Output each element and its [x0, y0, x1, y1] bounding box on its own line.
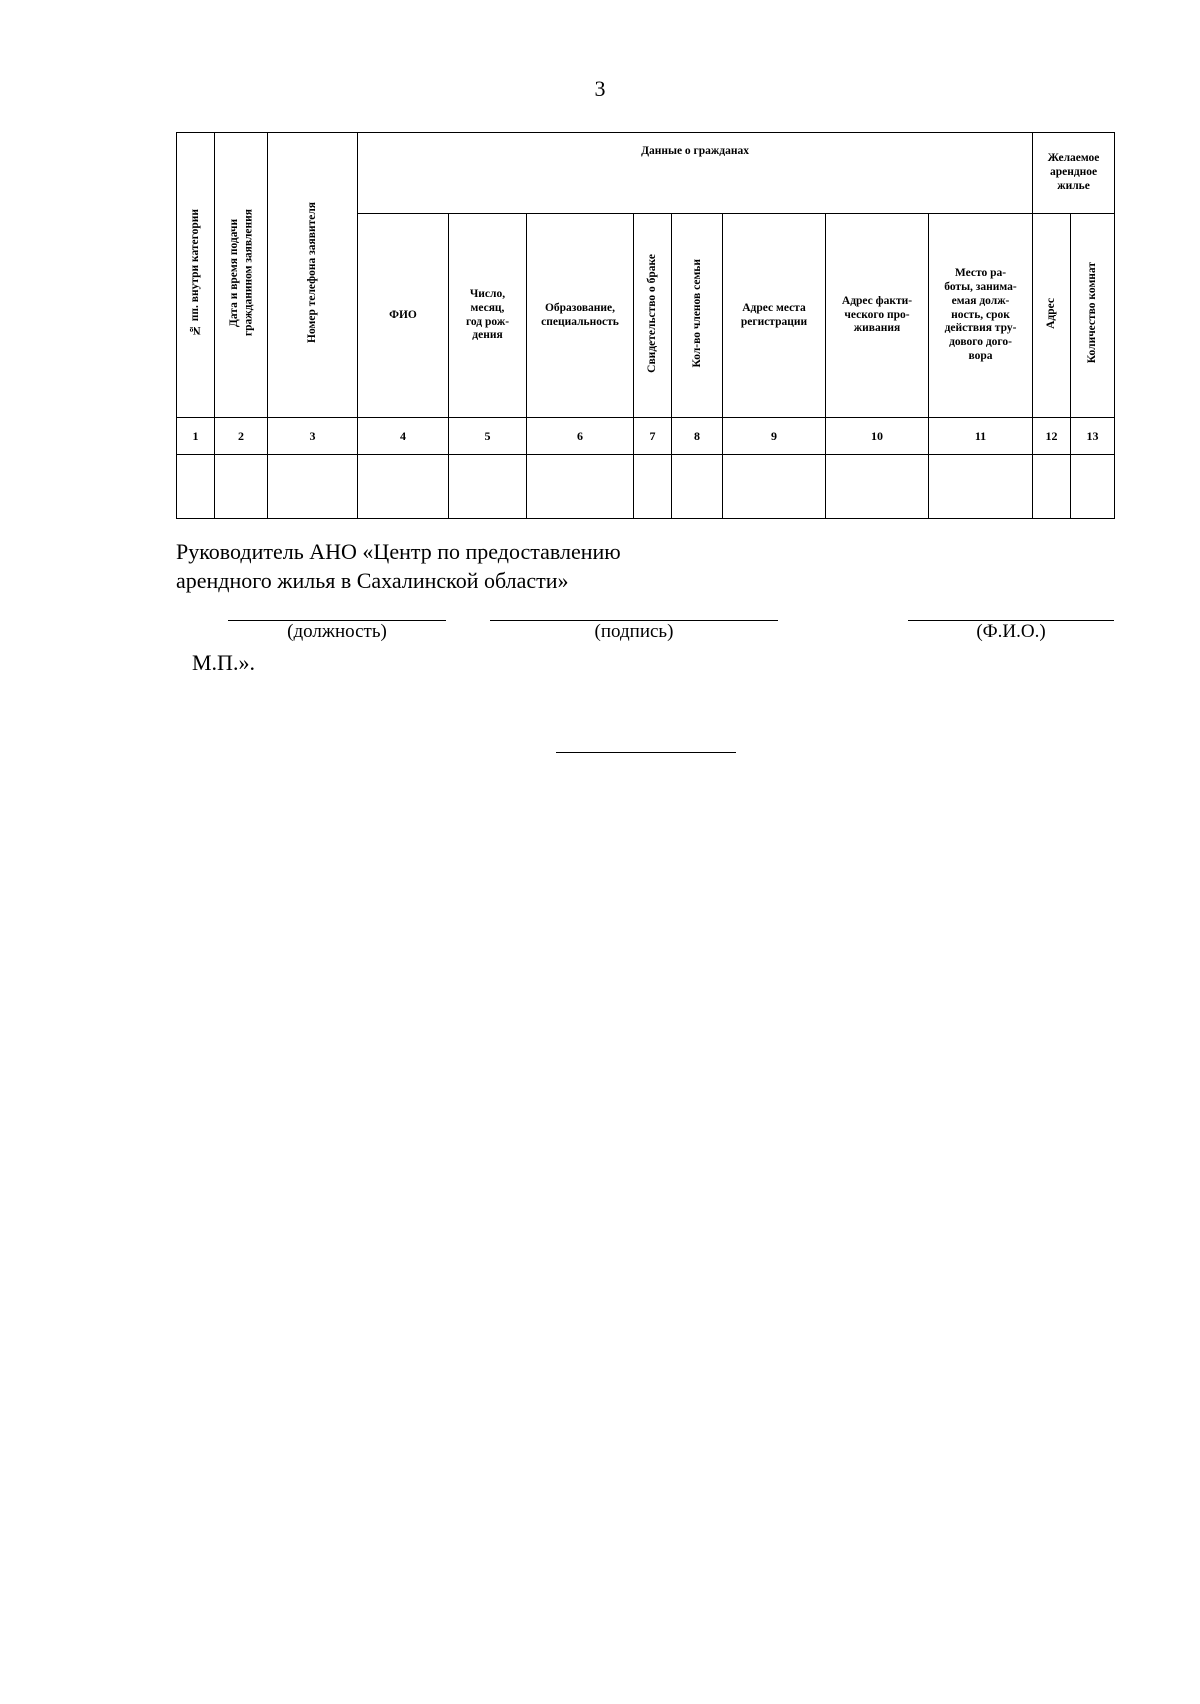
- empty-cell[interactable]: [527, 455, 634, 519]
- table-header-row-groups: [177, 133, 1115, 214]
- column-number: 1: [177, 418, 215, 455]
- column-number: 9: [723, 418, 826, 455]
- header-workplace: Место ра- боты, занима- емая долж- ность, срок действия тру- дового дого- вора: [929, 214, 1033, 418]
- citizens-register-table: [176, 132, 1115, 519]
- header-actual-address: Адрес факти- ческого про- живания: [826, 214, 929, 418]
- empty-cell[interactable]: [358, 455, 449, 519]
- column-number: 6: [527, 418, 634, 455]
- column-number: 8: [672, 418, 723, 455]
- column-number: 2: [215, 418, 268, 455]
- empty-cell[interactable]: [177, 455, 215, 519]
- page-number: 3: [594, 76, 606, 101]
- empty-cell[interactable]: [672, 455, 723, 519]
- header-date-time: Дата и время подачи гражданином заявления: [215, 133, 268, 418]
- empty-cell[interactable]: [634, 455, 672, 519]
- empty-cell[interactable]: [1033, 455, 1071, 519]
- column-number: 5: [449, 418, 527, 455]
- header-num-in-category: № пп. внутри категории: [177, 133, 215, 418]
- header-family-count: Кол-во членов семьи: [672, 214, 723, 418]
- header-phone: Номер телефона заявителя: [268, 133, 358, 418]
- header-birth-date: Число, месяц, год рож- дения: [449, 214, 527, 418]
- column-number: 10: [826, 418, 929, 455]
- empty-cell[interactable]: [929, 455, 1033, 519]
- column-number: 3: [268, 418, 358, 455]
- header-group-housing: Желаемое арендное жилье: [1033, 133, 1115, 214]
- head-title: [176, 537, 621, 595]
- table-row: [177, 455, 1115, 519]
- head-title-line1: Руководитель АНО «Центр по предоставлению: [176, 539, 621, 564]
- column-number: 11: [929, 418, 1033, 455]
- empty-cell[interactable]: [449, 455, 527, 519]
- empty-cell[interactable]: [826, 455, 929, 519]
- end-divider: [556, 752, 736, 753]
- column-number: 4: [358, 418, 449, 455]
- empty-cell[interactable]: [723, 455, 826, 519]
- column-number: 12: [1033, 418, 1071, 455]
- header-rooms: Количество комнат: [1071, 214, 1115, 418]
- column-number-row: [177, 418, 1115, 455]
- signature-label: (подпись): [594, 621, 674, 642]
- empty-cell[interactable]: [1071, 455, 1115, 519]
- name-label: (Ф.И.О.): [976, 621, 1046, 642]
- header-group-citizens: Данные о гражданах: [358, 133, 1033, 214]
- column-number: 7: [634, 418, 672, 455]
- column-number: 13: [1071, 418, 1115, 455]
- empty-cell[interactable]: [268, 455, 358, 519]
- stamp-mark: М.П.».: [192, 650, 255, 675]
- header-marriage-cert: Свидетельство о браке: [634, 214, 672, 418]
- position-label: (должность): [287, 621, 387, 642]
- head-title-line2: арендного жилья в Сахалинской области»: [176, 568, 569, 593]
- header-fio: ФИО: [358, 214, 449, 418]
- empty-cell[interactable]: [215, 455, 268, 519]
- header-reg-address: Адрес места регистрации: [723, 214, 826, 418]
- header-education: Образование, специальность: [527, 214, 634, 418]
- header-address: Адрес: [1033, 214, 1071, 418]
